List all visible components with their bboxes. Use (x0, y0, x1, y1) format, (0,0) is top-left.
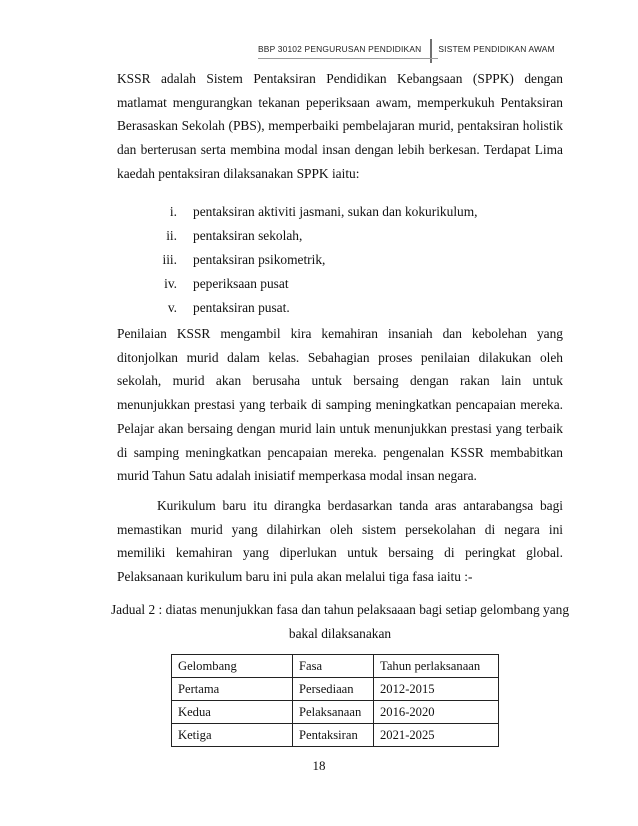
list-item (117, 200, 563, 224)
table-cell: 2016-2020 (374, 701, 499, 724)
table-cell: Persediaan (293, 678, 374, 701)
list-item-number: v. (167, 300, 177, 315)
list-item-number: i. (169, 204, 177, 219)
table-cell: Pertama (172, 678, 293, 701)
table-header-row (172, 655, 499, 678)
header-topic: SISTEM PENDIDIKAN AWAM (438, 44, 555, 54)
fasa-table (171, 654, 499, 747)
table-header-cell: Tahun perlaksanaan (374, 655, 499, 678)
table-row (172, 678, 499, 701)
paragraph-penilaian-kssr: Penilaian KSSR mengambil kira kemahiran insaniah dan kebolehan yang ditonjolkan murid dalam kelas. Sebahagian proses penilaian dilakukan oleh sekolah, murid akan berusaha untuk bersaing dengan rakan lain untuk menunjukkan prestasi yang terbaik di samping meningkatkan pencapaian mereka. Pelajar akan bersaing dengan murid lain untuk menunjukkan prestasi yang terbaik di samping meningkatkan pencapaian mereka. pengenalan KSSR membabitkan murid Tahun Satu adalah inisiatif memperkasa modal insan negara. (117, 326, 563, 484)
header-course-code: BBP 30102 PENGURUSAN PENDIDIKAN (258, 44, 422, 54)
header-rule (258, 58, 438, 59)
table-cell: Kedua (172, 701, 293, 724)
table-row (172, 701, 499, 724)
list-item-text: pentaksiran pusat. (193, 300, 290, 315)
table-cell: Ketiga (172, 724, 293, 747)
table-cell: Pentaksiran (293, 724, 374, 747)
list-item-text: pentaksiran psikometrik, (193, 252, 326, 267)
header-divider (430, 39, 432, 63)
table-cell: 2021-2025 (374, 724, 499, 747)
list-item-number: iii. (162, 252, 177, 267)
page-number: 18 (312, 758, 326, 773)
list-item (117, 272, 563, 296)
paragraph-kurikulum-baru: Kurikulum baru itu dirangka berdasarkan tanda aras antarabangsa bagi memastikan murid yang dilahirkan oleh sistem persekolahan di negara ini memiliki kemahiran yang diperlukan untuk bersaing di peringkat global. Pelaksanaan kurikulum baru ini pula akan melalui tiga fasa iaitu :- (117, 498, 563, 585)
running-header (258, 36, 555, 66)
kaedah-pentaksiran-list (117, 200, 563, 320)
table-header-cell: Fasa (293, 655, 374, 678)
table-header-cell: Gelombang (172, 655, 293, 678)
table-cell: Pelaksanaan (293, 701, 374, 724)
table-cell: 2012-2015 (374, 678, 499, 701)
list-item (117, 296, 563, 320)
list-item-number: iv. (164, 276, 177, 291)
list-item-text: peperiksaan pusat (193, 276, 289, 291)
table-caption: Jadual 2 : diatas menunjukkan fasa dan tahun pelaksaaan bagi setiap gelombang yang bakal dilaksanakan (110, 602, 570, 641)
paragraph-sppk-intro: KSSR adalah Sistem Pentaksiran Pendidikan Kebangsaan (SPPK) dengan matlamat mengurangkan tekanan peperiksaan awam, memperkukuh Pentaksiran Berasaskan Sekolah (PBS), memperbaiki pembelajaran murid, pentaksiran holistik dan berterusan serta membina modal insan dengan lebih berkesan. Terdapat Lima kaedah pentaksiran dilaksanakan SPPK iaitu: (117, 71, 563, 181)
list-item-text: pentaksiran aktiviti jasmani, sukan dan kokurikulum, (193, 204, 478, 219)
table-row (172, 724, 499, 747)
list-item-number: ii. (166, 228, 177, 243)
list-item (117, 248, 563, 272)
list-item (117, 224, 563, 248)
list-item-text: pentaksiran sekolah, (193, 228, 303, 243)
